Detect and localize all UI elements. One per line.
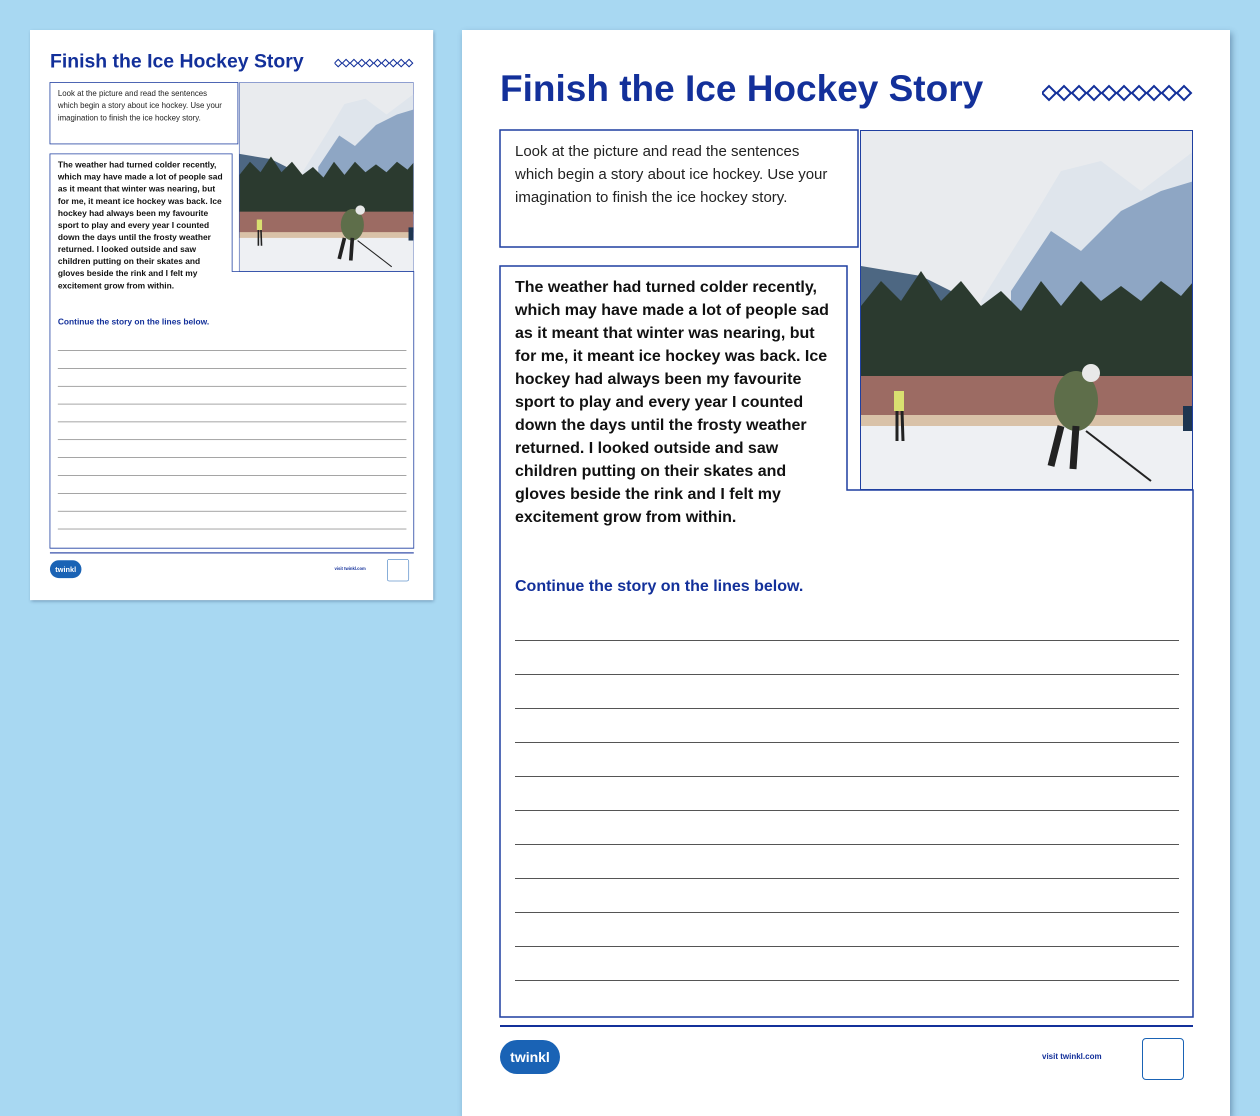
writing-line — [515, 946, 1179, 947]
footer-divider — [50, 552, 414, 553]
instructions-text: Look at the picture and read the sentences which begin a story about ice hockey. Use your imagination to finish the ice hockey story. — [57, 89, 222, 123]
writing-line — [58, 386, 407, 387]
story-opening-text: The weather had turned colder recently, which may have made a lot of people sad as it meant that winter was nearing, but for me, it meant ice hockey was back. Ice hockey had always been my favourite sport to play and every year I counted down the days until the frosty weather returned. I looked outside and saw children putting on their skates and gloves beside the rink and I felt my excitement grow from within. — [57, 160, 223, 291]
writing-line — [515, 878, 1179, 879]
writing-line — [515, 674, 1179, 675]
footer-divider — [500, 1025, 1193, 1027]
ice-hockey-photo — [860, 130, 1193, 490]
writing-line — [58, 350, 407, 351]
writing-line — [58, 457, 407, 458]
visit-link[interactable]: visit twinkl.com — [1042, 1052, 1102, 1061]
worksheet-preview — [462, 30, 1230, 1116]
writing-line — [515, 912, 1179, 913]
writing-line — [58, 368, 407, 369]
continue-prompt: Continue the story on the lines below. — [57, 317, 210, 327]
visit-link[interactable]: visit twinkl.com — [334, 566, 366, 572]
writing-line — [515, 810, 1179, 811]
quality-badge-icon — [387, 559, 409, 581]
writing-line — [58, 404, 407, 405]
continue-prompt: Continue the story on the lines below. — [515, 578, 804, 595]
writing-line — [58, 422, 407, 423]
writing-line — [515, 640, 1179, 641]
writing-line — [58, 475, 407, 476]
writing-line — [58, 529, 407, 530]
writing-line — [515, 980, 1179, 981]
twinkl-logo: twinkl — [500, 1040, 560, 1074]
twinkl-logo: twinkl — [50, 560, 82, 578]
worksheet-thumbnail[interactable] — [30, 30, 433, 600]
writing-line — [515, 742, 1179, 743]
writing-line — [58, 439, 407, 440]
writing-line — [515, 708, 1179, 709]
story-opening-text: The weather had turned colder recently, which may have made a lot of people sad as it meant that winter was nearing, but for me, it meant ice hockey was back. Ice hockey had always been my favourite sport to play and every year I counted down the days until the frosty weather returned. I looked outside and saw children putting on their skates and gloves beside the rink and I felt my excitement grow from within. — [515, 279, 829, 526]
writing-line — [58, 493, 407, 494]
quality-badge-icon — [1142, 1038, 1184, 1080]
writing-line — [515, 776, 1179, 777]
ice-hockey-photo — [239, 83, 414, 272]
page-title: Finish the Ice Hockey Story — [500, 68, 984, 109]
instructions-text: Look at the picture and read the sentences which begin a story about ice hockey. Use your imagination to finish the ice hockey story. — [515, 143, 828, 206]
page-title: Finish the Ice Hockey Story — [49, 49, 304, 72]
writing-line — [515, 844, 1179, 845]
writing-line — [58, 511, 407, 512]
